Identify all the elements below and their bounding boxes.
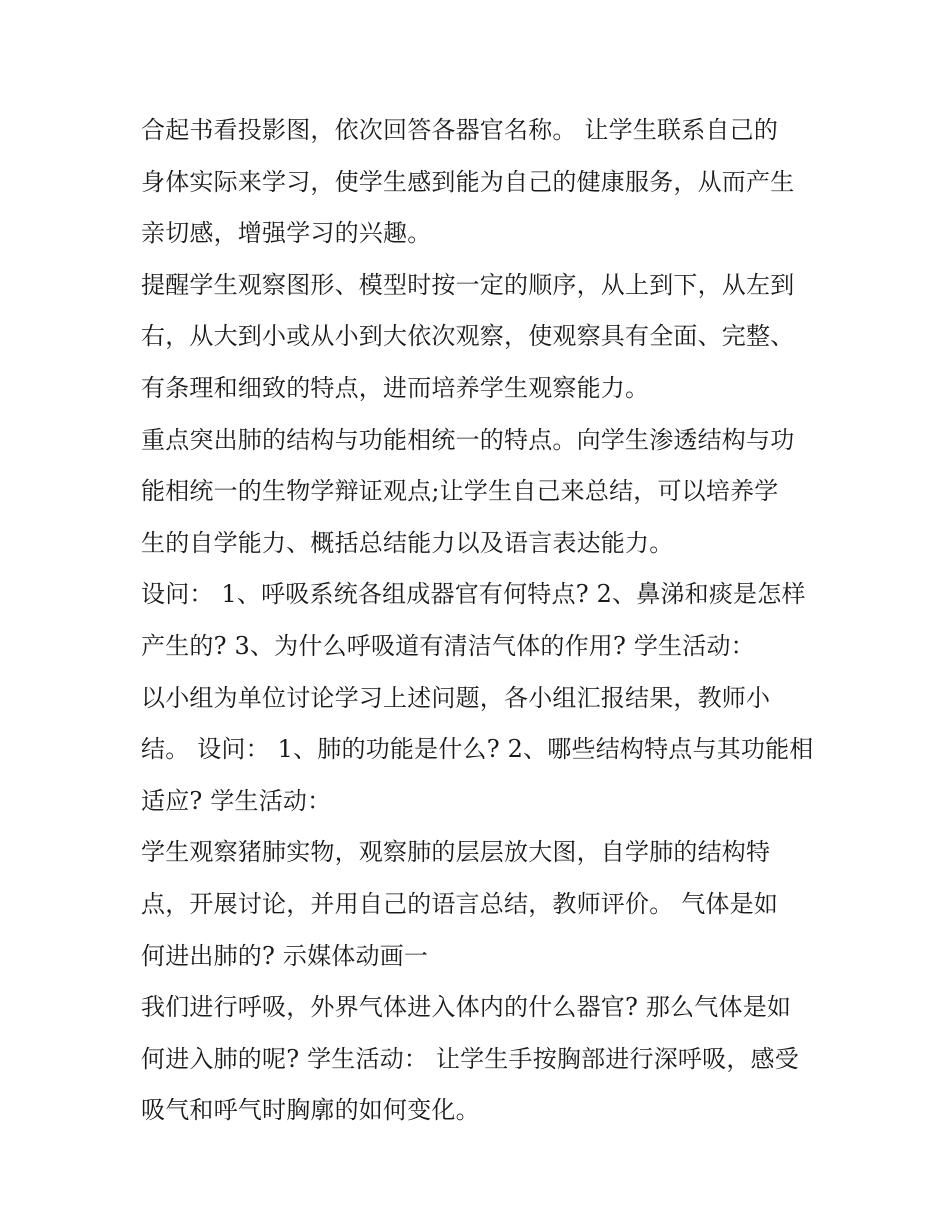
text-line: 适应? 学生活动： (141, 786, 332, 815)
text-line: 生的自学能力、概括总结能力以及语言表达能力。 (141, 528, 674, 557)
text-line: 何进出肺的? 示媒体动画一 (141, 941, 429, 970)
text-line: 以小组为单位讨论学习上述问题，各小组汇报结果，教师小 (141, 683, 771, 712)
text-line: 右，从大到小或从小到大依次观察，使观察具有全面、完整、 (141, 322, 795, 351)
text-line: 何进入肺的呢? 学生活动： 让学生手按胸部进行深呼吸，感受 (141, 1044, 799, 1073)
text-line: 能相统一的生物学辩证观点;让学生自己来总结，可以培养学 (141, 477, 779, 506)
text-line: 亲切感，增强学习的兴趣。 (141, 219, 432, 248)
text-line: 合起书看投影图，依次回答各器官名称。 让学生联系自己的 (141, 116, 779, 144)
text-line: 学生观察猪肺实物，观察肺的层层放大图，自学肺的结构特 (141, 838, 771, 867)
text-line: 吸气和呼气时胸廓的如何变化。 (141, 1096, 480, 1125)
text-line: 提醒学生观察图形、模型时按一定的顺序，从上到下，从左到 (141, 270, 795, 299)
text-line: 我们进行呼吸，外界气体进入体内的什么器官? 那么气体是如 (141, 993, 792, 1022)
text-line: 设问： 1、呼吸系统各组成器官有何特点? 2、鼻涕和痰是怎样 (141, 580, 806, 609)
document-body (141, 105, 821, 1137)
text-line: 身体实际来学习，使学生感到能为自己的健康服务，从而产生 (141, 167, 795, 196)
text-line: 点，开展讨论，并用自己的语言总结，教师评价。 气体是如 (141, 889, 779, 918)
text-line: 产生的? 3、为什么呼吸道有清洁气体的作用? 学生活动： (141, 631, 755, 660)
text-line: 结。 设问： 1、肺的功能是什么? 2、哪些结构特点与其功能相 (141, 735, 814, 764)
text-line: 重点突出肺的结构与功能相统一的特点。向学生渗透结构与功 (141, 425, 795, 454)
text-line: 有条理和细致的特点，进而培养学生观察能力。 (141, 373, 650, 402)
